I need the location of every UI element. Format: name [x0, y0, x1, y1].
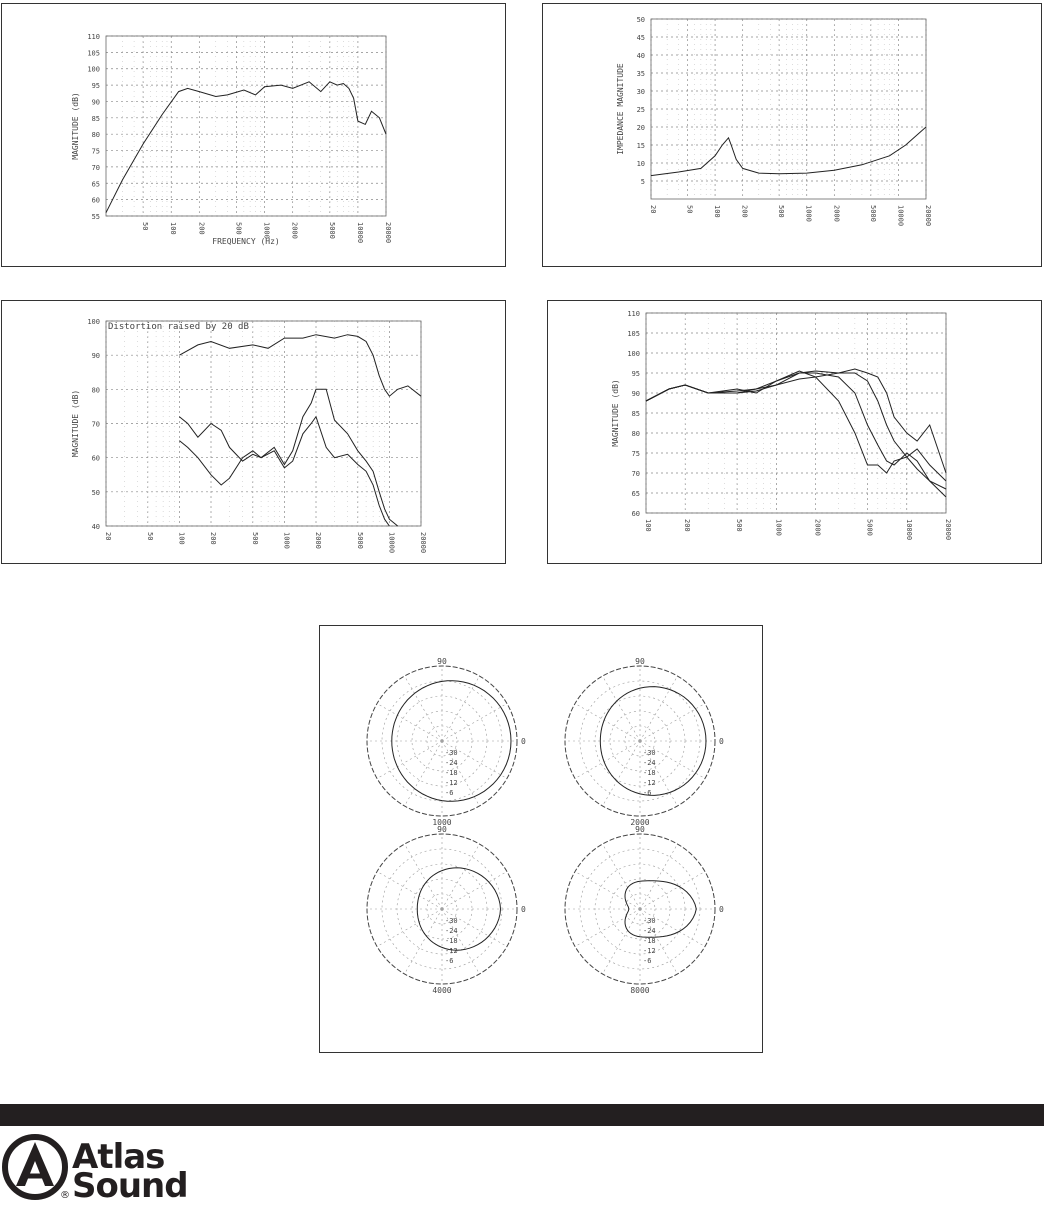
frequency-response-panel — [1, 3, 506, 267]
y-tick-label: 40 — [91, 523, 100, 531]
y-tick-label: 25 — [636, 106, 645, 114]
polar-spoke — [575, 704, 640, 742]
polar-ring-label: -6 — [445, 957, 454, 965]
x-tick-label: 100 — [169, 222, 178, 235]
polar-ring-label: -12 — [643, 779, 656, 787]
polar-ring-label: -12 — [445, 779, 458, 787]
y-tick-label: 5 — [640, 178, 645, 186]
polar-plot-4000 — [367, 825, 526, 995]
polar-ring-label: -30 — [643, 917, 656, 925]
x-tick-label: 5000 — [865, 519, 874, 536]
logo-sound: Sound — [72, 1166, 188, 1206]
y-tick-label: 100 — [87, 65, 100, 74]
polar-ring-label: -12 — [643, 947, 656, 955]
y-tick-label: 70 — [91, 420, 100, 429]
y-tick-label: 65 — [91, 180, 100, 189]
y-tick-label: 50 — [636, 16, 645, 24]
x-tick-label: 500 — [777, 205, 786, 218]
plot-frame — [106, 321, 421, 526]
frequency-response-chart — [2, 4, 507, 268]
y-tick-label: 60 — [631, 510, 640, 518]
x-tick-label: 10000 — [896, 205, 905, 227]
polar-freq-label: 1000 — [432, 818, 452, 827]
polar-spoke — [575, 909, 640, 947]
y-tick-label: 100 — [627, 350, 640, 358]
y-tick-label: 70 — [631, 470, 640, 478]
x-tick-label: 100 — [177, 532, 186, 545]
polar-ring-label: -24 — [643, 759, 656, 767]
polar-spoke — [442, 872, 507, 910]
y-tick-label: 105 — [87, 49, 100, 58]
y-tick-label: 60 — [91, 196, 100, 205]
polar-freq-label: 4000 — [432, 986, 452, 995]
y-axis-label: IMPEDANCE MAGNITUDE — [616, 63, 625, 155]
x-tick-label: 2000 — [314, 532, 322, 549]
polar-ring-label: -12 — [445, 947, 458, 955]
y-tick-label: 55 — [91, 213, 100, 221]
y-axis-label: MAGNITUDE (dB) — [611, 379, 620, 447]
y-tick-label: 90 — [91, 352, 100, 361]
x-axis-label: FREQUENCY (Hz) — [212, 237, 280, 246]
polar-spoke — [603, 844, 641, 909]
polar-plot-8000 — [565, 825, 724, 995]
y-tick-label: 95 — [631, 370, 640, 378]
y-tick-label: 110 — [87, 33, 100, 41]
polar-spoke — [603, 676, 641, 741]
x-tick-label: 1000 — [262, 222, 271, 239]
off-axis-panel — [547, 300, 1042, 564]
polar-spoke — [575, 872, 640, 910]
x-tick-label: 1000 — [282, 532, 291, 549]
polar-right-label: 0 — [719, 737, 724, 746]
series-line-4 — [646, 369, 946, 473]
polar-right-label: 0 — [521, 737, 526, 746]
x-tick-label: 200 — [197, 222, 206, 235]
polar-ring-label: -30 — [445, 917, 458, 925]
polar-ring-label: -6 — [643, 957, 652, 965]
x-tick-label: 20000 — [944, 519, 952, 541]
off-axis-chart — [548, 301, 1043, 565]
polar-plot-1000 — [367, 657, 526, 827]
x-tick-label: 500 — [735, 519, 744, 532]
polar-spoke — [603, 741, 641, 806]
y-tick-label: 10 — [636, 160, 645, 168]
polar-panel — [319, 625, 763, 1053]
y-tick-label: 90 — [631, 390, 640, 398]
x-tick-label: 20000 — [384, 222, 392, 244]
polar-top-label: 90 — [437, 657, 447, 666]
y-tick-label: 75 — [91, 147, 100, 156]
x-tick-label: 1000 — [804, 205, 813, 222]
impedance-panel — [542, 3, 1042, 267]
distortion-chart — [2, 301, 507, 565]
x-tick-label: 5000 — [355, 532, 364, 549]
polar-top-label: 90 — [635, 825, 645, 834]
polar-right-label: 0 — [521, 905, 526, 914]
x-tick-label: 200 — [683, 519, 692, 532]
polar-ring-label: -18 — [643, 937, 656, 945]
polar-ring-label: -18 — [643, 769, 656, 777]
x-tick-label: 50 — [141, 222, 150, 231]
x-tick-label: 20000 — [924, 205, 932, 227]
y-tick-label: 65 — [631, 490, 640, 498]
polar-spoke — [405, 676, 443, 741]
y-tick-label: 110 — [627, 310, 640, 318]
polar-spoke — [442, 704, 507, 742]
x-tick-label: 50 — [685, 205, 694, 214]
y-tick-label: 40 — [636, 52, 645, 60]
polar-spoke — [405, 741, 443, 806]
y-tick-label: 95 — [91, 82, 100, 91]
x-tick-label: 2000 — [832, 205, 841, 222]
y-tick-label: 70 — [91, 163, 100, 172]
x-tick-label: 10000 — [387, 532, 396, 554]
polar-spoke — [405, 844, 443, 909]
x-tick-label: 500 — [234, 222, 243, 235]
x-tick-label: 5000 — [868, 205, 877, 222]
y-tick-label: 60 — [91, 454, 100, 463]
polar-ring-label: -30 — [445, 749, 458, 757]
distortion-panel — [1, 300, 506, 564]
polar-spoke — [640, 676, 678, 741]
y-tick-label: 50 — [91, 488, 100, 497]
y-tick-label: 90 — [91, 98, 100, 107]
x-tick-label: 20 — [649, 205, 657, 214]
registered-mark: ® — [60, 1190, 70, 1201]
polar-spoke — [377, 872, 442, 910]
polar-ring-label: -6 — [643, 789, 652, 797]
polar-charts — [320, 626, 764, 1054]
x-tick-label: 100 — [713, 205, 722, 218]
y-tick-label: 80 — [91, 131, 100, 140]
polar-spoke — [405, 909, 443, 974]
x-tick-label: 10000 — [904, 519, 913, 541]
x-tick-label: 200 — [209, 532, 217, 545]
x-tick-label: 2000 — [290, 222, 299, 239]
y-tick-label: 15 — [636, 142, 645, 150]
polar-ring-label: -18 — [445, 937, 458, 945]
x-tick-label: 1000 — [774, 519, 783, 536]
polar-spoke — [442, 676, 480, 741]
polar-spoke — [377, 741, 442, 779]
polar-right-label: 0 — [719, 905, 724, 914]
polar-ring-label: -24 — [643, 927, 656, 935]
x-tick-label: 20000 — [419, 532, 427, 554]
y-axis-label: MAGNITUDE (dB) — [71, 92, 80, 160]
polar-spoke — [377, 909, 442, 947]
x-tick-label: 2000 — [813, 519, 822, 536]
series-line-1 — [651, 127, 926, 176]
y-tick-label: 20 — [636, 124, 645, 132]
polar-ring-label: -30 — [643, 749, 656, 757]
polar-top-label: 90 — [635, 657, 645, 666]
polar-ring-label: -24 — [445, 927, 458, 935]
impedance-chart — [543, 4, 1043, 268]
x-tick-label: 10000 — [355, 222, 364, 244]
y-tick-label: 100 — [87, 318, 100, 326]
x-tick-label: 50 — [145, 532, 154, 541]
polar-top-label: 90 — [437, 825, 447, 834]
polar-plot-2000 — [565, 657, 724, 827]
polar-spoke — [603, 909, 641, 974]
y-tick-label: 80 — [91, 386, 100, 395]
footer-bar — [0, 1104, 1044, 1126]
atlas-sound-logo — [0, 1134, 220, 1204]
y-tick-label: 75 — [631, 450, 640, 458]
x-tick-label: 5000 — [327, 222, 336, 239]
y-tick-label: 45 — [636, 34, 645, 42]
x-tick-label: 200 — [740, 205, 749, 218]
y-tick-label: 80 — [631, 430, 640, 438]
polar-spoke — [442, 844, 480, 909]
polar-spoke — [640, 844, 678, 909]
y-tick-label: 30 — [636, 88, 645, 96]
x-tick-label: 500 — [250, 532, 259, 545]
polar-spoke — [575, 741, 640, 779]
y-axis-label: MAGNITUDE (dB) — [71, 389, 80, 458]
plot-frame — [106, 36, 386, 216]
y-tick-label: 105 — [627, 330, 640, 338]
x-tick-label: 20 — [104, 532, 112, 541]
y-tick-label: 85 — [91, 114, 100, 123]
polar-spoke — [640, 872, 705, 910]
polar-ring-label: -6 — [445, 789, 454, 797]
chart-title: Distortion raised by 20 dB — [108, 322, 249, 332]
polar-freq-label: 8000 — [630, 986, 650, 995]
polar-freq-label: 2000 — [630, 818, 650, 827]
polar-spoke — [377, 704, 442, 742]
logo-atlas: Atlas — [72, 1137, 165, 1177]
x-tick-label: 100 — [644, 519, 652, 532]
y-tick-label: 35 — [636, 70, 645, 78]
polar-ring-label: -24 — [445, 759, 458, 767]
polar-ring-label: -18 — [445, 769, 458, 777]
y-tick-label: 85 — [631, 410, 640, 418]
